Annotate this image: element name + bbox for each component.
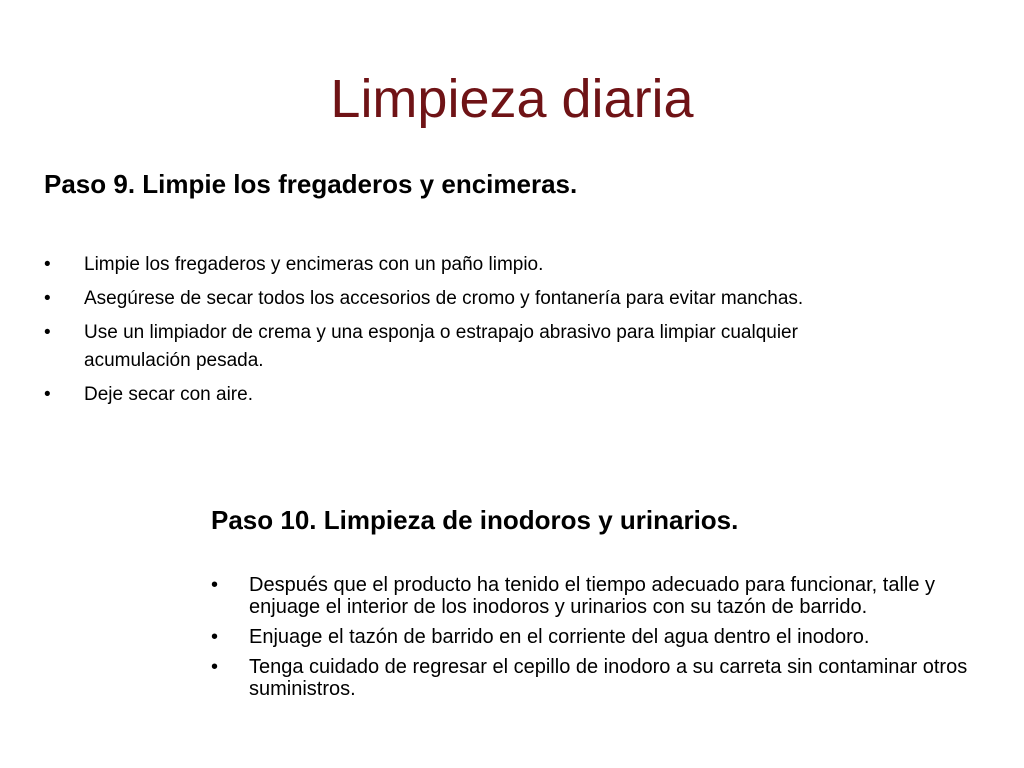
step9-bullet-item	[44, 381, 804, 409]
bullet-dot-icon: •	[211, 656, 219, 678]
slide-title: Limpieza diaria	[330, 69, 694, 129]
bullet-text: Deje secar con aire.	[84, 384, 253, 405]
bullet-text: Después que el producto ha tenido el tiempo adecuado para funcionar, talle y enjuage el interior de los inodoros y urinarios con su tazón de barrido.	[249, 574, 936, 618]
step10-bullet-list	[211, 574, 1001, 708]
bullet-dot-icon: •	[211, 626, 219, 648]
bullet-text: Use un limpiador de crema y una esponja o estrapajo abrasivo para limpiar cualquier acumulación pesada.	[84, 322, 798, 371]
bullet-text: Asegúrese de secar todos los accesorios de cromo y fontanería para evitar manchas.	[84, 288, 804, 309]
bullet-text: Limpie los fregaderos y encimeras con un paño limpio.	[84, 254, 544, 275]
step9-bullet-list	[44, 251, 804, 415]
step10-bullet-item	[211, 656, 1001, 700]
step9-bullet-item	[44, 319, 804, 375]
step10-bullet-item	[211, 574, 1001, 618]
bullet-dot-icon: •	[44, 254, 51, 275]
bullet-dot-icon: •	[44, 288, 51, 309]
bullet-dot-icon: •	[44, 322, 51, 343]
step9-bullet-item	[44, 251, 804, 279]
bullet-dot-icon: •	[211, 574, 219, 596]
step9-bullet-item	[44, 285, 804, 313]
bullet-text: Enjuage el tazón de barrido en el corriente del agua dentro el inodoro.	[249, 626, 870, 648]
step9-heading: Paso 9. Limpie los fregaderos y encimeras.	[44, 169, 578, 199]
bullet-text: Tenga cuidado de regresar el cepillo de inodoro a su carreta sin contaminar otros suministros.	[249, 656, 968, 700]
bullet-dot-icon: •	[44, 384, 51, 405]
step10-bullet-item	[211, 626, 1001, 648]
step10-heading: Paso 10. Limpieza de inodoros y urinarios.	[211, 505, 739, 535]
